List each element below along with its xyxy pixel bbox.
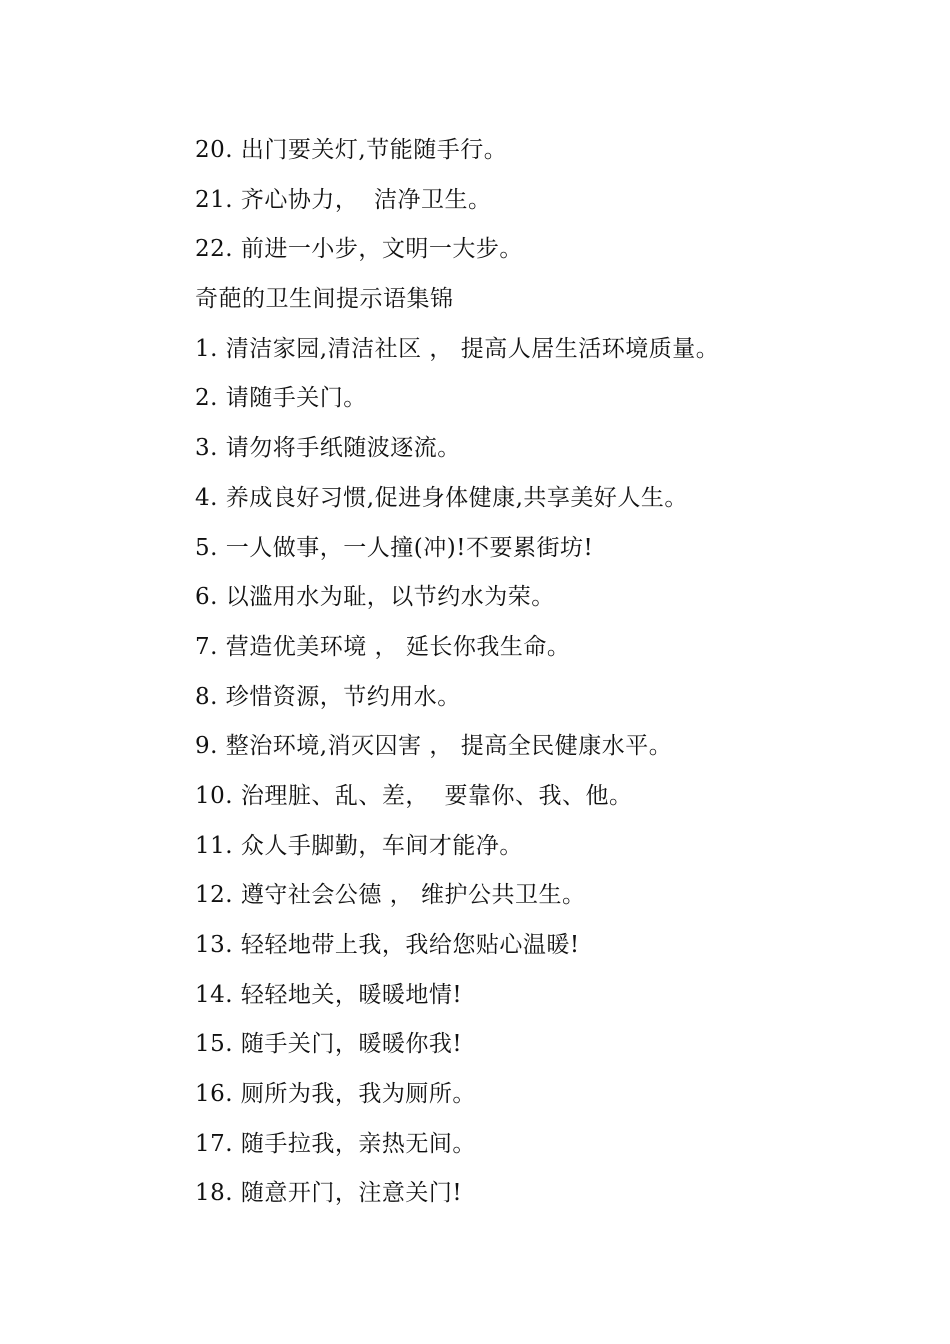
section-heading: 奇葩的卫生间提示语集锦 (195, 286, 454, 313)
item-number: 3. (195, 435, 218, 462)
item-text: 营造优美环境 ， 延长你我生命。 (217, 633, 571, 660)
list-item (195, 180, 915, 230)
item-text: 齐心协力， 洁净卫生。 (233, 186, 492, 213)
list-item (195, 975, 915, 1025)
list-item (195, 677, 915, 727)
item-number: 9. (195, 733, 218, 760)
item-number: 8. (195, 683, 218, 710)
item-text: 整治环境,消灭囚害 ， 提高全民健康水平。 (217, 733, 673, 760)
item-text: 轻轻地关，暖暖地情! (233, 981, 463, 1008)
item-number: 10. (195, 782, 234, 809)
list-top (195, 130, 915, 279)
item-text: 随手关门，暖暖你我! (233, 1031, 463, 1058)
item-text: 轻轻地带上我，我给您贴心温暖! (233, 932, 580, 958)
item-number: 7. (195, 633, 218, 660)
item-text: 以滥用水为耻，以节约水为荣。 (217, 584, 555, 611)
list-item (195, 478, 915, 528)
list-item (195, 726, 915, 776)
item-text: 养成良好习惯,促进身体健康,共享美好人生。 (217, 484, 688, 511)
item-text: 随手拉我，亲热无间。 (233, 1130, 476, 1157)
item-text: 随意开门，注意关门! (233, 1180, 463, 1207)
item-number: 1. (195, 335, 218, 362)
item-text: 厕所为我，我为厕所。 (233, 1081, 476, 1108)
list-item (195, 577, 915, 627)
list-item (195, 875, 915, 925)
item-text: 出门要关灯,节能随手行。 (233, 137, 508, 163)
item-number: 14. (195, 981, 234, 1008)
item-number: 13. (195, 932, 234, 958)
item-number: 18. (195, 1180, 234, 1207)
item-number: 17. (195, 1130, 234, 1157)
list-item (195, 776, 915, 826)
list-main (195, 329, 915, 1223)
list-item (195, 1074, 915, 1124)
item-number: 15. (195, 1031, 234, 1058)
item-text: 遵守社会公德 ， 维护公共卫生。 (233, 882, 586, 909)
item-number: 11. (195, 832, 234, 859)
item-text: 治理脏、乱、差， 要靠你、我、他。 (233, 782, 633, 809)
item-number: 2. (195, 385, 218, 412)
item-number: 12. (195, 882, 234, 909)
item-number: 16. (195, 1081, 234, 1108)
list-item (195, 826, 915, 876)
list-item (195, 627, 915, 677)
list-item (195, 378, 915, 428)
list-item (195, 1124, 915, 1174)
list-item (195, 1024, 915, 1074)
item-text: 请随手关门。 (217, 385, 367, 412)
item-text: 珍惜资源，节约用水。 (217, 683, 461, 710)
item-number: 6. (195, 584, 218, 611)
list-item (195, 1173, 915, 1223)
list-item (195, 329, 915, 379)
item-number: 20. (195, 137, 234, 163)
document-page (195, 130, 915, 1223)
item-number: 21. (195, 186, 234, 213)
item-number: 4. (195, 484, 218, 511)
list-item (195, 229, 915, 279)
item-text: 众人手脚勤，车间才能净。 (233, 832, 523, 859)
item-text: 清洁家园,清洁社区 ， 提高人居生活环境质量。 (217, 335, 720, 362)
item-text: 请勿将手纸随波逐流。 (217, 435, 461, 462)
item-number: 22. (195, 236, 234, 263)
list-item (195, 130, 915, 180)
item-number: 5. (195, 534, 218, 561)
list-item (195, 925, 915, 975)
item-text: 一人做事，一人撞(冲)!不要累街坊! (217, 534, 594, 561)
list-item (195, 528, 915, 578)
item-text: 前进一小步，文明一大步。 (233, 236, 523, 263)
list-item (195, 428, 915, 478)
